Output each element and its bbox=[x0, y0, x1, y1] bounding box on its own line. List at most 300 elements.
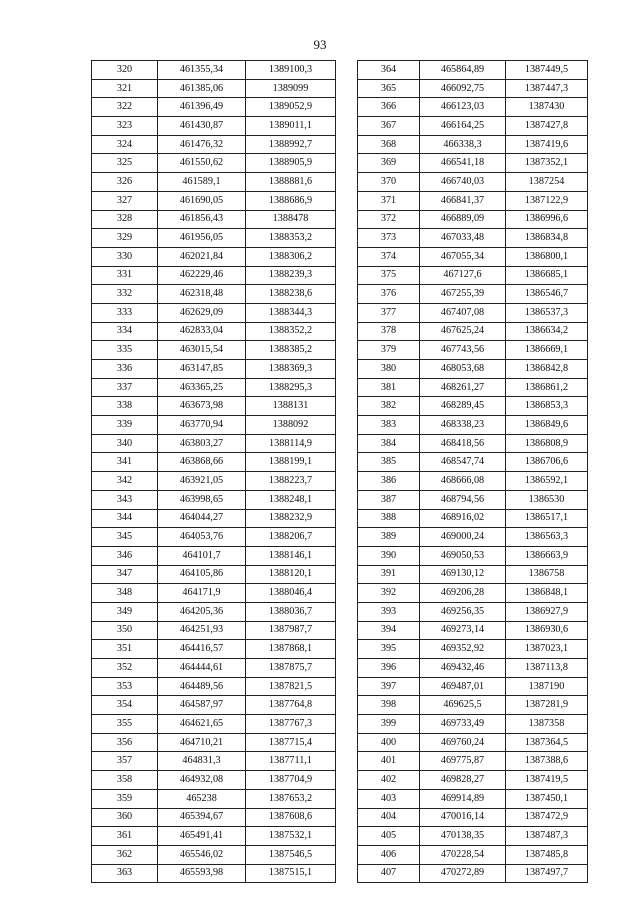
x-coordinate-cell: 463673,98 bbox=[158, 397, 246, 416]
y-coordinate-cell: 1387868,1 bbox=[246, 640, 336, 659]
point-number-cell: 404 bbox=[358, 808, 420, 827]
point-number-cell: 400 bbox=[358, 733, 420, 752]
table-row bbox=[92, 546, 336, 565]
point-number-cell: 406 bbox=[358, 845, 420, 864]
point-number-cell: 341 bbox=[92, 453, 158, 472]
y-coordinate-cell: 1386758 bbox=[506, 565, 588, 584]
table-row bbox=[92, 752, 336, 771]
table-row bbox=[358, 416, 588, 435]
x-coordinate-cell: 464621,65 bbox=[158, 715, 246, 734]
point-number-cell: 340 bbox=[92, 434, 158, 453]
table-row bbox=[358, 621, 588, 640]
coordinate-table-right-body bbox=[358, 61, 588, 883]
y-coordinate-cell: 1386634,2 bbox=[506, 322, 588, 341]
table-row bbox=[358, 752, 588, 771]
table-row bbox=[358, 584, 588, 603]
x-coordinate-cell: 469256,35 bbox=[420, 602, 506, 621]
y-coordinate-cell: 1387472,9 bbox=[506, 808, 588, 827]
point-number-cell: 353 bbox=[92, 677, 158, 696]
point-number-cell: 386 bbox=[358, 472, 420, 491]
y-coordinate-cell: 1389099 bbox=[246, 79, 336, 98]
point-number-cell: 346 bbox=[92, 546, 158, 565]
x-coordinate-cell: 469760,24 bbox=[420, 733, 506, 752]
x-coordinate-cell: 463147,85 bbox=[158, 360, 246, 379]
x-coordinate-cell: 469733,49 bbox=[420, 715, 506, 734]
table-row bbox=[358, 733, 588, 752]
x-coordinate-cell: 466889,09 bbox=[420, 210, 506, 229]
point-number-cell: 379 bbox=[358, 341, 420, 360]
x-coordinate-cell: 461589,1 bbox=[158, 173, 246, 192]
x-coordinate-cell: 469050,53 bbox=[420, 546, 506, 565]
y-coordinate-cell: 1388905,9 bbox=[246, 154, 336, 173]
point-number-cell: 327 bbox=[92, 191, 158, 210]
x-coordinate-cell: 466164,25 bbox=[420, 117, 506, 136]
point-number-cell: 395 bbox=[358, 640, 420, 659]
point-number-cell: 348 bbox=[92, 584, 158, 603]
point-number-cell: 343 bbox=[92, 490, 158, 509]
x-coordinate-cell: 462629,09 bbox=[158, 303, 246, 322]
x-coordinate-cell: 461385,06 bbox=[158, 79, 246, 98]
y-coordinate-cell: 1387487,3 bbox=[506, 827, 588, 846]
point-number-cell: 384 bbox=[358, 434, 420, 453]
point-number-cell: 390 bbox=[358, 546, 420, 565]
table-row bbox=[92, 61, 336, 80]
x-coordinate-cell: 464416,57 bbox=[158, 640, 246, 659]
x-coordinate-cell: 469206,28 bbox=[420, 584, 506, 603]
point-number-cell: 372 bbox=[358, 210, 420, 229]
x-coordinate-cell: 464444,61 bbox=[158, 659, 246, 678]
x-coordinate-cell: 464932,08 bbox=[158, 771, 246, 790]
y-coordinate-cell: 1387430 bbox=[506, 98, 588, 117]
y-coordinate-cell: 1387364,5 bbox=[506, 733, 588, 752]
point-number-cell: 347 bbox=[92, 565, 158, 584]
y-coordinate-cell: 1388114,9 bbox=[246, 434, 336, 453]
table-row bbox=[92, 696, 336, 715]
point-number-cell: 321 bbox=[92, 79, 158, 98]
y-coordinate-cell: 1388306,2 bbox=[246, 247, 336, 266]
y-coordinate-cell: 1387254 bbox=[506, 173, 588, 192]
point-number-cell: 381 bbox=[358, 378, 420, 397]
y-coordinate-cell: 1388239,3 bbox=[246, 266, 336, 285]
point-number-cell: 378 bbox=[358, 322, 420, 341]
y-coordinate-cell: 1388120,1 bbox=[246, 565, 336, 584]
table-row bbox=[92, 79, 336, 98]
table-row bbox=[92, 360, 336, 379]
x-coordinate-cell: 464101,7 bbox=[158, 546, 246, 565]
x-coordinate-cell: 461690,05 bbox=[158, 191, 246, 210]
table-row bbox=[92, 416, 336, 435]
table-row bbox=[92, 117, 336, 136]
y-coordinate-cell: 1386800,1 bbox=[506, 247, 588, 266]
table-row bbox=[358, 528, 588, 547]
point-number-cell: 374 bbox=[358, 247, 420, 266]
point-number-cell: 394 bbox=[358, 621, 420, 640]
y-coordinate-cell: 1386669,1 bbox=[506, 341, 588, 360]
x-coordinate-cell: 469000,24 bbox=[420, 528, 506, 547]
point-number-cell: 388 bbox=[358, 509, 420, 528]
point-number-cell: 362 bbox=[92, 845, 158, 864]
y-coordinate-cell: 1387358 bbox=[506, 715, 588, 734]
table-row bbox=[92, 154, 336, 173]
point-number-cell: 360 bbox=[92, 808, 158, 827]
y-coordinate-cell: 1386530 bbox=[506, 490, 588, 509]
y-coordinate-cell: 1388232,9 bbox=[246, 509, 336, 528]
table-row bbox=[358, 98, 588, 117]
table-row bbox=[358, 827, 588, 846]
point-number-cell: 320 bbox=[92, 61, 158, 80]
point-number-cell: 398 bbox=[358, 696, 420, 715]
table-row bbox=[358, 229, 588, 248]
table-row bbox=[358, 322, 588, 341]
x-coordinate-cell: 461355,34 bbox=[158, 61, 246, 80]
y-coordinate-cell: 1388199,1 bbox=[246, 453, 336, 472]
table-row bbox=[92, 565, 336, 584]
point-number-cell: 405 bbox=[358, 827, 420, 846]
y-coordinate-cell: 1387281,9 bbox=[506, 696, 588, 715]
x-coordinate-cell: 464251,93 bbox=[158, 621, 246, 640]
y-coordinate-cell: 1387767,3 bbox=[246, 715, 336, 734]
y-coordinate-cell: 1388353,2 bbox=[246, 229, 336, 248]
x-coordinate-cell: 467255,39 bbox=[420, 285, 506, 304]
x-coordinate-cell: 468338,23 bbox=[420, 416, 506, 435]
x-coordinate-cell: 464587,97 bbox=[158, 696, 246, 715]
table-row bbox=[92, 677, 336, 696]
y-coordinate-cell: 1388369,3 bbox=[246, 360, 336, 379]
x-coordinate-cell: 467055,34 bbox=[420, 247, 506, 266]
x-coordinate-cell: 468289,45 bbox=[420, 397, 506, 416]
point-number-cell: 401 bbox=[358, 752, 420, 771]
table-row bbox=[92, 621, 336, 640]
point-number-cell: 366 bbox=[358, 98, 420, 117]
x-coordinate-cell: 465546,02 bbox=[158, 845, 246, 864]
table-row bbox=[358, 453, 588, 472]
point-number-cell: 338 bbox=[92, 397, 158, 416]
x-coordinate-cell: 462833,04 bbox=[158, 322, 246, 341]
table-row bbox=[92, 490, 336, 509]
x-coordinate-cell: 468418,56 bbox=[420, 434, 506, 453]
x-coordinate-cell: 467033,48 bbox=[420, 229, 506, 248]
point-number-cell: 407 bbox=[358, 864, 420, 883]
table-row bbox=[358, 602, 588, 621]
y-coordinate-cell: 1388385,2 bbox=[246, 341, 336, 360]
x-coordinate-cell: 466338,3 bbox=[420, 135, 506, 154]
table-row bbox=[358, 696, 588, 715]
point-number-cell: 357 bbox=[92, 752, 158, 771]
x-coordinate-cell: 464053,76 bbox=[158, 528, 246, 547]
x-coordinate-cell: 464710,21 bbox=[158, 733, 246, 752]
x-coordinate-cell: 469352,92 bbox=[420, 640, 506, 659]
coordinate-table-right bbox=[357, 60, 588, 883]
x-coordinate-cell: 469273,14 bbox=[420, 621, 506, 640]
y-coordinate-cell: 1387704,9 bbox=[246, 771, 336, 790]
point-number-cell: 323 bbox=[92, 117, 158, 136]
y-coordinate-cell: 1387113,8 bbox=[506, 659, 588, 678]
table-row bbox=[358, 360, 588, 379]
x-coordinate-cell: 465238 bbox=[158, 789, 246, 808]
y-coordinate-cell: 1388344,3 bbox=[246, 303, 336, 322]
y-coordinate-cell: 1387449,5 bbox=[506, 61, 588, 80]
table-row bbox=[92, 322, 336, 341]
x-coordinate-cell: 465394,67 bbox=[158, 808, 246, 827]
table-row bbox=[358, 677, 588, 696]
y-coordinate-cell: 1388686,9 bbox=[246, 191, 336, 210]
table-row bbox=[358, 490, 588, 509]
point-number-cell: 393 bbox=[358, 602, 420, 621]
table-row bbox=[358, 808, 588, 827]
y-coordinate-cell: 1388992,7 bbox=[246, 135, 336, 154]
y-coordinate-cell: 1387388,6 bbox=[506, 752, 588, 771]
x-coordinate-cell: 469432,46 bbox=[420, 659, 506, 678]
y-coordinate-cell: 1387447,3 bbox=[506, 79, 588, 98]
point-number-cell: 385 bbox=[358, 453, 420, 472]
point-number-cell: 349 bbox=[92, 602, 158, 621]
point-number-cell: 383 bbox=[358, 416, 420, 435]
y-coordinate-cell: 1389100,3 bbox=[246, 61, 336, 80]
x-coordinate-cell: 464105,86 bbox=[158, 565, 246, 584]
table-row bbox=[92, 845, 336, 864]
y-coordinate-cell: 1387023,1 bbox=[506, 640, 588, 659]
table-row bbox=[92, 733, 336, 752]
y-coordinate-cell: 1386848,1 bbox=[506, 584, 588, 603]
x-coordinate-cell: 468794,56 bbox=[420, 490, 506, 509]
table-row bbox=[358, 715, 588, 734]
y-coordinate-cell: 1389011,1 bbox=[246, 117, 336, 136]
x-coordinate-cell: 463770,94 bbox=[158, 416, 246, 435]
coordinate-table-left bbox=[91, 60, 336, 883]
x-coordinate-cell: 469828,27 bbox=[420, 771, 506, 790]
point-number-cell: 369 bbox=[358, 154, 420, 173]
point-number-cell: 354 bbox=[92, 696, 158, 715]
point-number-cell: 373 bbox=[358, 229, 420, 248]
table-row bbox=[92, 771, 336, 790]
point-number-cell: 364 bbox=[358, 61, 420, 80]
point-number-cell: 350 bbox=[92, 621, 158, 640]
y-coordinate-cell: 1388295,3 bbox=[246, 378, 336, 397]
y-coordinate-cell: 1388478 bbox=[246, 210, 336, 229]
y-coordinate-cell: 1387190 bbox=[506, 677, 588, 696]
point-number-cell: 376 bbox=[358, 285, 420, 304]
y-coordinate-cell: 1387419,6 bbox=[506, 135, 588, 154]
table-row bbox=[92, 210, 336, 229]
table-row bbox=[358, 247, 588, 266]
y-coordinate-cell: 1386861,2 bbox=[506, 378, 588, 397]
y-coordinate-cell: 1387419,5 bbox=[506, 771, 588, 790]
x-coordinate-cell: 470228,54 bbox=[420, 845, 506, 864]
page-number: 93 bbox=[313, 37, 327, 52]
table-row bbox=[92, 303, 336, 322]
x-coordinate-cell: 468053,68 bbox=[420, 360, 506, 379]
x-coordinate-cell: 461550,62 bbox=[158, 154, 246, 173]
x-coordinate-cell: 466092,75 bbox=[420, 79, 506, 98]
table-row bbox=[92, 789, 336, 808]
point-number-cell: 337 bbox=[92, 378, 158, 397]
x-coordinate-cell: 462229,46 bbox=[158, 266, 246, 285]
x-coordinate-cell: 470016,14 bbox=[420, 808, 506, 827]
x-coordinate-cell: 467625,24 bbox=[420, 322, 506, 341]
point-number-cell: 358 bbox=[92, 771, 158, 790]
table-row bbox=[92, 191, 336, 210]
table-row bbox=[92, 864, 336, 883]
y-coordinate-cell: 1386537,3 bbox=[506, 303, 588, 322]
point-number-cell: 328 bbox=[92, 210, 158, 229]
point-number-cell: 344 bbox=[92, 509, 158, 528]
table-row bbox=[92, 397, 336, 416]
table-row bbox=[358, 210, 588, 229]
table-row bbox=[92, 229, 336, 248]
point-number-cell: 377 bbox=[358, 303, 420, 322]
point-number-cell: 334 bbox=[92, 322, 158, 341]
table-row bbox=[92, 584, 336, 603]
x-coordinate-cell: 464171,9 bbox=[158, 584, 246, 603]
x-coordinate-cell: 470272,89 bbox=[420, 864, 506, 883]
table-row bbox=[358, 191, 588, 210]
table-row bbox=[358, 135, 588, 154]
y-coordinate-cell: 1387715,4 bbox=[246, 733, 336, 752]
y-coordinate-cell: 1386546,7 bbox=[506, 285, 588, 304]
point-number-cell: 363 bbox=[92, 864, 158, 883]
x-coordinate-cell: 466841,37 bbox=[420, 191, 506, 210]
table-row bbox=[358, 173, 588, 192]
point-number-cell: 330 bbox=[92, 247, 158, 266]
table-row bbox=[92, 472, 336, 491]
x-coordinate-cell: 463921,05 bbox=[158, 472, 246, 491]
y-coordinate-cell: 1388036,7 bbox=[246, 602, 336, 621]
y-coordinate-cell: 1388206,7 bbox=[246, 528, 336, 547]
table-row bbox=[358, 117, 588, 136]
y-coordinate-cell: 1387546,5 bbox=[246, 845, 336, 864]
y-coordinate-cell: 1386706,6 bbox=[506, 453, 588, 472]
table-row bbox=[92, 98, 336, 117]
y-coordinate-cell: 1389052,9 bbox=[246, 98, 336, 117]
y-coordinate-cell: 1386930,6 bbox=[506, 621, 588, 640]
point-number-cell: 403 bbox=[358, 789, 420, 808]
y-coordinate-cell: 1387711,1 bbox=[246, 752, 336, 771]
x-coordinate-cell: 461956,05 bbox=[158, 229, 246, 248]
table-row bbox=[358, 640, 588, 659]
y-coordinate-cell: 1387987,7 bbox=[246, 621, 336, 640]
point-number-cell: 322 bbox=[92, 98, 158, 117]
y-coordinate-cell: 1387532,1 bbox=[246, 827, 336, 846]
table-row bbox=[92, 173, 336, 192]
point-number-cell: 355 bbox=[92, 715, 158, 734]
x-coordinate-cell: 464831,3 bbox=[158, 752, 246, 771]
y-coordinate-cell: 1387485,8 bbox=[506, 845, 588, 864]
x-coordinate-cell: 461396,49 bbox=[158, 98, 246, 117]
point-number-cell: 365 bbox=[358, 79, 420, 98]
point-number-cell: 345 bbox=[92, 528, 158, 547]
y-coordinate-cell: 1386927,9 bbox=[506, 602, 588, 621]
y-coordinate-cell: 1387122,9 bbox=[506, 191, 588, 210]
x-coordinate-cell: 464205,36 bbox=[158, 602, 246, 621]
point-number-cell: 367 bbox=[358, 117, 420, 136]
table-row bbox=[92, 528, 336, 547]
x-coordinate-cell: 466740,03 bbox=[420, 173, 506, 192]
x-coordinate-cell: 469130,12 bbox=[420, 565, 506, 584]
point-number-cell: 336 bbox=[92, 360, 158, 379]
x-coordinate-cell: 463803,27 bbox=[158, 434, 246, 453]
y-coordinate-cell: 1388046,4 bbox=[246, 584, 336, 603]
table-row bbox=[358, 864, 588, 883]
point-number-cell: 329 bbox=[92, 229, 158, 248]
point-number-cell: 387 bbox=[358, 490, 420, 509]
point-number-cell: 370 bbox=[358, 173, 420, 192]
y-coordinate-cell: 1386592,1 bbox=[506, 472, 588, 491]
x-coordinate-cell: 467743,56 bbox=[420, 341, 506, 360]
table-row bbox=[92, 247, 336, 266]
point-number-cell: 331 bbox=[92, 266, 158, 285]
y-coordinate-cell: 1387875,7 bbox=[246, 659, 336, 678]
table-row bbox=[358, 509, 588, 528]
y-coordinate-cell: 1388352,2 bbox=[246, 322, 336, 341]
point-number-cell: 333 bbox=[92, 303, 158, 322]
table-row bbox=[358, 285, 588, 304]
x-coordinate-cell: 469914,89 bbox=[420, 789, 506, 808]
table-row bbox=[358, 303, 588, 322]
table-row bbox=[92, 434, 336, 453]
x-coordinate-cell: 461856,43 bbox=[158, 210, 246, 229]
point-number-cell: 342 bbox=[92, 472, 158, 491]
x-coordinate-cell: 468916,02 bbox=[420, 509, 506, 528]
table-row bbox=[358, 154, 588, 173]
x-coordinate-cell: 463015,54 bbox=[158, 341, 246, 360]
x-coordinate-cell: 465593,98 bbox=[158, 864, 246, 883]
y-coordinate-cell: 1387352,1 bbox=[506, 154, 588, 173]
point-number-cell: 325 bbox=[92, 154, 158, 173]
point-number-cell: 324 bbox=[92, 135, 158, 154]
x-coordinate-cell: 465491,41 bbox=[158, 827, 246, 846]
table-row bbox=[92, 827, 336, 846]
point-number-cell: 339 bbox=[92, 416, 158, 435]
x-coordinate-cell: 469487,01 bbox=[420, 677, 506, 696]
table-row bbox=[358, 341, 588, 360]
point-number-cell: 368 bbox=[358, 135, 420, 154]
table-row bbox=[92, 341, 336, 360]
point-number-cell: 361 bbox=[92, 827, 158, 846]
table-row bbox=[358, 546, 588, 565]
table-row bbox=[358, 61, 588, 80]
y-coordinate-cell: 1386842,8 bbox=[506, 360, 588, 379]
table-row bbox=[358, 434, 588, 453]
y-coordinate-cell: 1387450,1 bbox=[506, 789, 588, 808]
y-coordinate-cell: 1386996,6 bbox=[506, 210, 588, 229]
table-row bbox=[92, 509, 336, 528]
table-row bbox=[92, 659, 336, 678]
point-number-cell: 326 bbox=[92, 173, 158, 192]
x-coordinate-cell: 464489,56 bbox=[158, 677, 246, 696]
y-coordinate-cell: 1387497,7 bbox=[506, 864, 588, 883]
y-coordinate-cell: 1386563,3 bbox=[506, 528, 588, 547]
y-coordinate-cell: 1386663,9 bbox=[506, 546, 588, 565]
point-number-cell: 335 bbox=[92, 341, 158, 360]
table-row bbox=[358, 79, 588, 98]
table-row bbox=[358, 266, 588, 285]
x-coordinate-cell: 468547,74 bbox=[420, 453, 506, 472]
point-number-cell: 351 bbox=[92, 640, 158, 659]
y-coordinate-cell: 1388881,6 bbox=[246, 173, 336, 192]
x-coordinate-cell: 465864,89 bbox=[420, 61, 506, 80]
point-number-cell: 371 bbox=[358, 191, 420, 210]
table-row bbox=[358, 397, 588, 416]
x-coordinate-cell: 464044,27 bbox=[158, 509, 246, 528]
x-coordinate-cell: 463365,25 bbox=[158, 378, 246, 397]
x-coordinate-cell: 469625,5 bbox=[420, 696, 506, 715]
point-number-cell: 359 bbox=[92, 789, 158, 808]
table-row bbox=[92, 135, 336, 154]
table-row bbox=[92, 640, 336, 659]
point-number-cell: 382 bbox=[358, 397, 420, 416]
table-row bbox=[358, 789, 588, 808]
point-number-cell: 392 bbox=[358, 584, 420, 603]
